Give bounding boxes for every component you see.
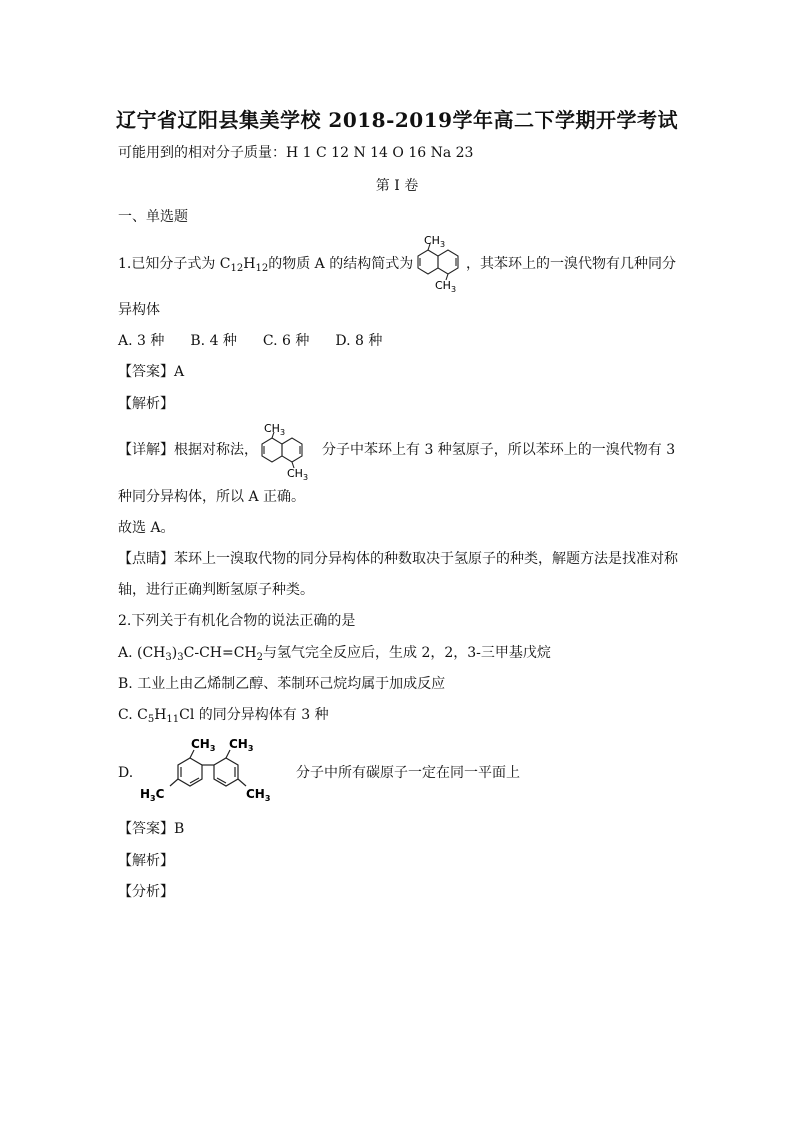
volume-label: 第 I 卷 [375,178,419,194]
q1-detail-start: 【详解】根据对称法， [118,442,258,458]
q1-option-c: C. 6 种 [262,333,310,349]
q2-option-a: A. $(CH_3)_3C-CH=CH_2$与氢气完全反应后，生成 2，2，3-三甲基戊烷 [118,645,551,663]
svg-text:CH3: $CH_3$ [287,467,309,482]
q2-option-c: C. $C_5H_{11}Cl$ 的同分异构体有 3 种 [118,707,329,725]
tetramethylbiphenyl-structure [138,736,298,808]
mass-line: 可能用到的相对分子质量：H 1 C 12 N 14 O 16 Na 23 [118,145,474,161]
q1-options [118,331,408,351]
q1-stem: 1.已知分子式为 $C_{12}H_{12}$的物质 A 的结构简式为 [118,256,414,274]
svg-text:CH3: $CH_3$ [246,787,271,803]
q2-fenxi-heading: 【分析】 [118,884,174,900]
svg-text:CH3: $CH_3$ [191,737,216,753]
q1-choose: 故选 A。 [118,520,175,536]
q1-stem-end: 异构体 [118,302,160,318]
q1-option-a: A. 3 种 [118,333,165,349]
q1-answer: 【答案】A [118,364,185,380]
svg-text:CH3: $CH_3$ [424,234,446,249]
q1-detail-cont: 分子中苯环上有 3 种氢原子，所以苯环上的一溴代物有 3 [322,442,676,458]
q2-answer: 【答案】B [118,821,185,837]
section-heading: 一、单选题 [118,209,188,225]
q2-option-d-label: D. [118,765,134,781]
svg-text:CH3: $CH_3$ [229,737,254,753]
q1-tip: 【点睛】苯环上一溴取代物的同分异构体的种数取决于氢原子的种类，解题方法是找准对称 [118,551,678,567]
q1-option-d: D. 8 种 [335,333,383,349]
svg-text:CH3: $CH_3$ [435,279,457,294]
page-title: 辽宁省辽阳县集美学校 2018-2019学年高二下学期开学考试 [115,108,679,132]
q2-option-d-text: 分子中所有碳原子一定在同一平面上 [296,765,520,781]
q1-analysis-heading: 【解析】 [118,396,174,412]
q2-analysis-heading: 【解析】 [118,853,174,869]
svg-text:CH3: $CH_3$ [264,422,286,437]
q2-stem: 2.下列关于有机化合物的说法正确的是 [118,613,356,629]
q1-tip-end: 轴，进行正确判断氢原子种类。 [118,582,314,598]
q1-detail-end: 种同分异构体，所以 A 正确。 [118,489,306,505]
q2-option-b: B. 工业上由乙烯制乙醇、苯制环己烷均属于加成反应 [118,676,446,692]
svg-text:H3C: $H_3C$ [140,787,165,803]
q1-option-b: B. 4 种 [190,333,237,349]
q1-stem-cont: ，其苯环上的一溴代物有几种同分 [466,256,676,272]
